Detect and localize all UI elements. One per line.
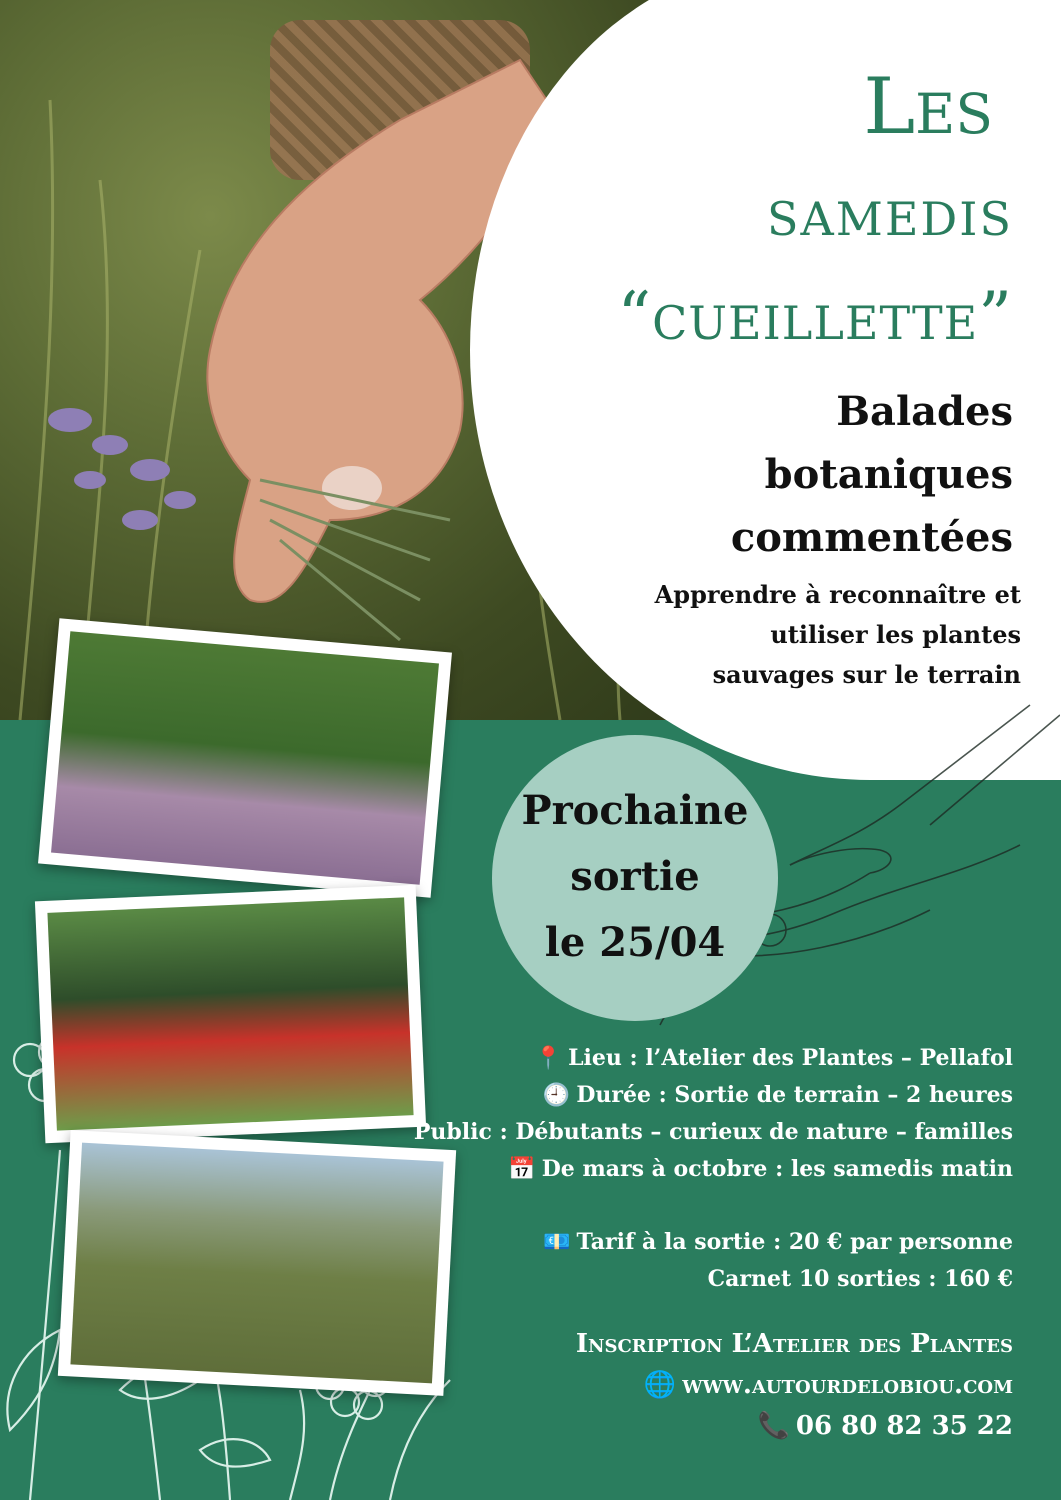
title-line-2: samedis [767, 174, 1013, 251]
description-line-3: sauvages sur le terrain [712, 660, 1021, 689]
detail-lieu [333, 1040, 1013, 1077]
calendar-icon: 📅 [508, 1157, 536, 1182]
detail-tarif-text: Tarif à la sortie : 20 € par personne [576, 1229, 1013, 1255]
detail-tarif [333, 1224, 1013, 1261]
photo-picking-flowers-image [51, 631, 439, 884]
map-pin-icon: 📍 [534, 1046, 563, 1071]
photo-picking-flowers [38, 618, 452, 897]
subtitle-line-3: commentées [730, 514, 1013, 561]
title-line-1: Les [863, 62, 993, 152]
phone-icon: 📞 [757, 1411, 790, 1441]
contact [333, 1324, 1013, 1447]
details [333, 1040, 1013, 1298]
subtitle-line-2: botaniques [764, 451, 1013, 498]
website-text: www.autourdelobiou.com [682, 1370, 1013, 1400]
detail-lieu-text: Lieu : l’Atelier des Plantes – Pellafol [568, 1045, 1013, 1071]
subtitle-line-1: Balades [836, 388, 1013, 435]
description-line-2: utiliser les plantes [770, 620, 1021, 649]
title-line-3: “cueillette” [617, 278, 1013, 355]
detail-public: Public : Débutants – curieux de nature – familles [413, 1119, 1013, 1145]
spacer [333, 1188, 1013, 1224]
phone-number[interactable] [333, 1406, 1013, 1447]
inscription-label: Inscription L’Atelier des Plantes [575, 1329, 1013, 1359]
description [561, 575, 1021, 695]
clock-icon: 🕘 [542, 1083, 571, 1108]
next-outing [492, 778, 778, 976]
subtitle [593, 380, 1013, 569]
description-line-1: Apprendre à reconnaître et [654, 580, 1021, 609]
detail-periode [333, 1151, 1013, 1188]
money-icon: 💶 [543, 1230, 571, 1255]
detail-duree-text: Durée : Sortie de terrain – 2 heures [576, 1082, 1013, 1108]
globe-icon: 🌐 [643, 1370, 677, 1400]
website-link[interactable] [333, 1365, 1013, 1406]
detail-duree [333, 1077, 1013, 1114]
next-outing-date: le 25/04 [544, 919, 726, 966]
next-outing-line-1: Prochaine [521, 787, 749, 834]
detail-periode-text: De mars à octobre : les samedis matin [541, 1156, 1013, 1182]
next-outing-line-2: sortie [570, 853, 700, 900]
phone-text: 06 80 82 35 22 [795, 1411, 1013, 1441]
detail-carnet: Carnet 10 sorties : 160 € [707, 1266, 1013, 1292]
page-title [453, 62, 1013, 355]
